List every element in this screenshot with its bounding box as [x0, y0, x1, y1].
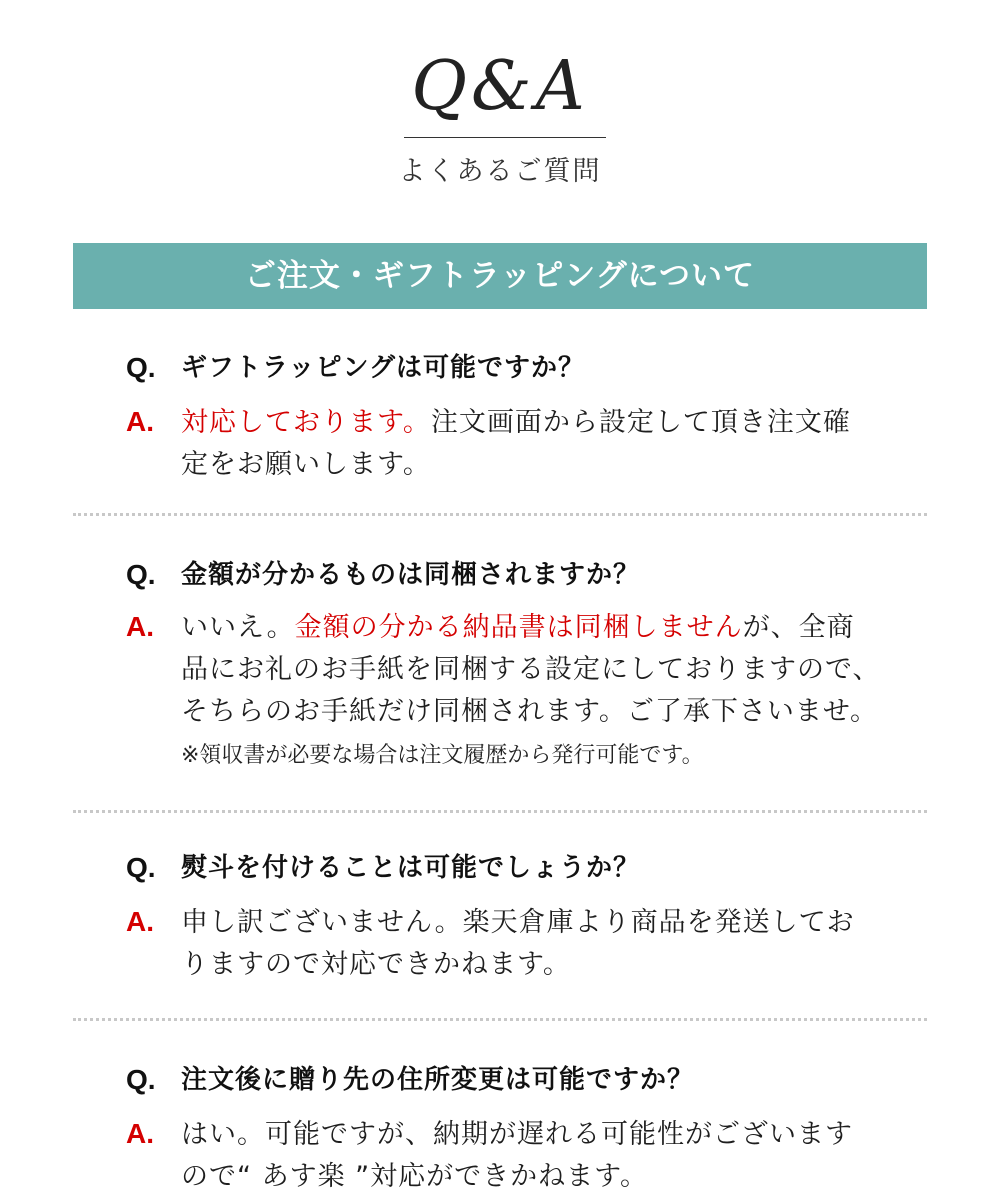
answer-mark: A.: [126, 406, 154, 437]
dotted-divider: [73, 1018, 927, 1021]
logo-underline: [404, 137, 606, 138]
dotted-divider: [73, 513, 927, 516]
answer-line: そちらのお手紙だけ同梱されます。ご了承下さいませ。: [181, 696, 879, 727]
answer-mark: A.: [126, 906, 154, 937]
answer-line: りますので対応できかねます。: [181, 949, 571, 980]
qa-logo: Q&A: [411, 47, 589, 126]
question-text: 注文後に贈り先の住所変更は可能ですか？: [181, 1065, 695, 1095]
answer-line-text: が、全商: [742, 612, 855, 643]
answer-line-text: 注文画面から設定して頂き注文確: [430, 407, 851, 438]
answer-line-text: いいえ。: [181, 612, 295, 643]
answer-line: 申し訳ございません。楽天倉庫より商品を発送してお: [181, 907, 855, 938]
answer-line: 品にお礼のお手紙を同梱する設定にしておりますので、: [181, 654, 881, 685]
page-header: [0, 0, 1000, 230]
answer-line: はい。可能ですが、納期が遅れる可能性がございます: [181, 1119, 853, 1150]
answer-highlight: 対応しております。: [181, 407, 431, 438]
answer-note: ※領収書が必要な場合は注文履歴から発行可能です。: [181, 743, 704, 768]
question-mark: Q.: [126, 559, 156, 590]
question-text: 金額が分かるものは同梱されますか？: [181, 560, 641, 590]
question-mark: Q.: [126, 352, 156, 383]
answer-text: [181, 402, 881, 486]
section-banner: ご注文・ギフトラッピングについて: [73, 243, 927, 309]
answer-line: ので“ あす楽 ”対応ができかねます。: [181, 1161, 648, 1192]
question-text: ギフトラッピングは可能ですか？: [181, 353, 585, 383]
answer-mark: A.: [126, 1118, 154, 1149]
answer-line: 定をお願いします。: [181, 449, 431, 480]
question-text: 熨斗を付けることは可能でしょうか？: [181, 853, 641, 883]
answer-text: [181, 902, 881, 986]
answer-text: [181, 1114, 881, 1198]
answer-line: [181, 607, 881, 649]
answer-text: [181, 607, 881, 733]
answer-highlight: 金額の分かる納品書は同梱しません: [294, 612, 743, 643]
dotted-divider: [73, 810, 927, 813]
answer-line: [181, 402, 881, 444]
question-mark: Q.: [126, 1064, 156, 1095]
answer-mark: A.: [126, 611, 154, 642]
page-subtitle: よくあるご質問: [398, 156, 602, 187]
question-mark: Q.: [126, 852, 156, 883]
